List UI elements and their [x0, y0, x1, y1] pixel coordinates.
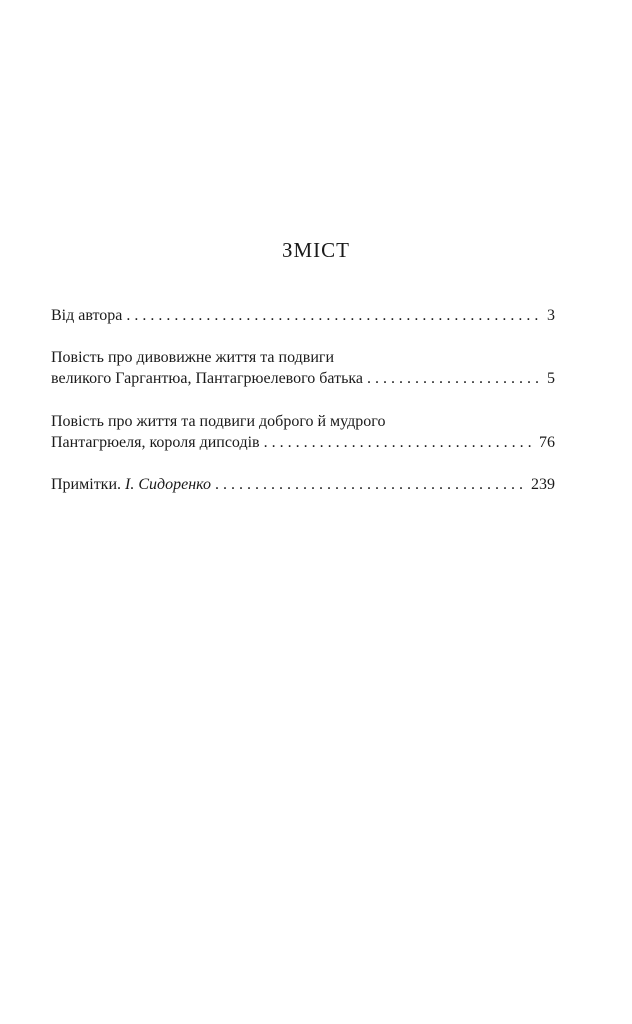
toc-entry-label: Від автора: [51, 307, 123, 324]
toc-entry-label-line2: Пантагрюеля, короля дипсодів: [51, 434, 260, 451]
toc-page-number: 3: [547, 307, 555, 324]
notes-label: Примітки.: [51, 476, 122, 493]
toc-entry-label: [51, 474, 211, 495]
leader-dots: [367, 368, 543, 389]
toc-page-number: 76: [539, 434, 555, 451]
toc-entry-gargantua: [51, 347, 555, 389]
toc-entry-author-preface: [51, 305, 555, 326]
toc-entry-notes: [51, 474, 555, 495]
toc-entry-label-line2: великого Гаргантюа, Пантагрюелевого батька: [51, 370, 364, 387]
toc-entry-pantagruel: [51, 411, 555, 453]
toc-entry-label-line1: Повість про життя та подвиги доброго й мудрого: [51, 413, 386, 430]
toc-entry-label-line1: Повість про дивовижне життя та подвиги: [51, 349, 335, 366]
toc-page-number: 5: [547, 370, 555, 387]
leader-dots: [264, 432, 535, 453]
toc-page-number: 239: [531, 476, 555, 493]
leader-dots: [215, 474, 527, 495]
page-title: ЗМІСТ: [281, 238, 351, 262]
leader-dots: [126, 305, 543, 326]
notes-author: І. Сидоренко: [125, 476, 212, 493]
